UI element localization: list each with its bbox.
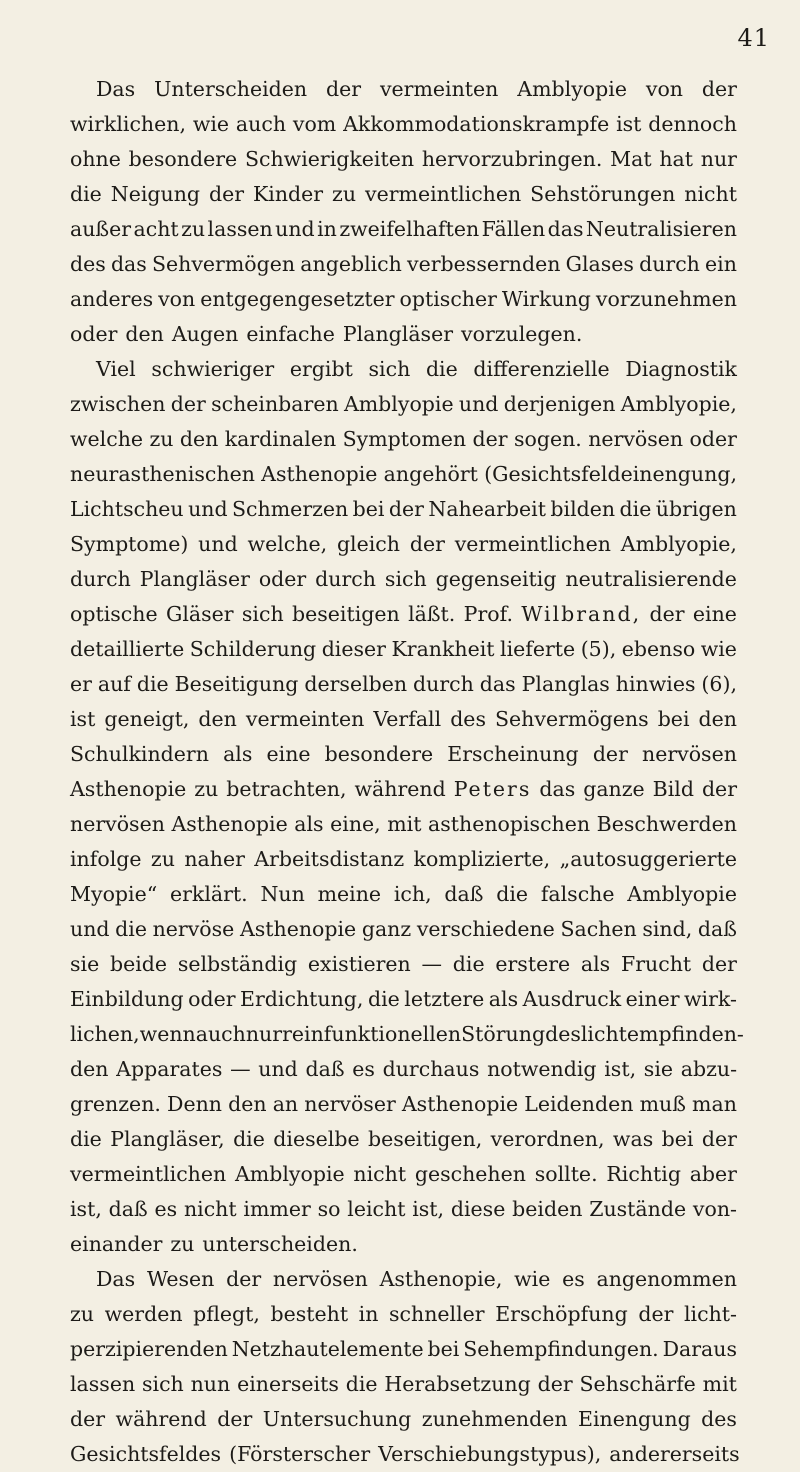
text-line: des das Sehvermögen angeblich verbessernden Glases durch ein	[70, 252, 737, 276]
text-line: Symptome) und welche, gleich der vermeintlichen Amblyopie,	[70, 532, 737, 556]
text-line: Myopie“ erklärt. Nun meine ich, daß die falsche Amblyopie	[70, 882, 737, 906]
text-line: Das Unterscheiden der vermeinten Amblyopie von der	[96, 77, 737, 101]
text-line: anderes von entgegengesetzter optischer Wirkung vorzunehmen	[70, 287, 737, 311]
text-line: nervösen Asthenopie als eine, mit asthenopischen Beschwerden	[70, 812, 737, 836]
text-line: vermeintlichen Amblyopie nicht geschehen sollte. Richtig aber	[70, 1162, 737, 1186]
text-line: sie beide selbständig existieren — die erstere als Frucht der	[70, 952, 737, 976]
text-line: Schulkindern als eine besondere Erscheinung der nervösen	[70, 742, 737, 766]
text-line: wirklichen, wie auch vom Akkommodationskrampfe ist dennoch	[70, 112, 737, 136]
text-line: zwischen der scheinbaren Amblyopie und derjenigen Amblyopie,	[70, 392, 737, 416]
text-line: die Plangläser, die dieselbe beseitigen, verordnen, was bei der	[70, 1127, 737, 1151]
text-line: Gesichtsfeldes (Försterscher Verschiebungstypus), andererseits	[70, 1442, 740, 1466]
text-line: ist geneigt, den vermeinten Verfall des Sehvermögens bei den	[70, 707, 737, 731]
text-line: Einbildung oder Erdichtung, die letztere als Ausdruck einer wirk-	[70, 987, 737, 1011]
text-line: perzipierenden Netzhautelemente bei Sehempfindungen. Daraus	[70, 1337, 737, 1361]
text-line: neurasthenischen Asthenopie angehört (Gesichtsfeldeinengung,	[70, 462, 737, 486]
text-line: grenzen. Denn den an nervöser Asthenopie Leidenden muß man	[70, 1092, 737, 1116]
text-line: zu werden pflegt, besteht in schneller Erschöpfung der licht-	[70, 1302, 737, 1326]
text-line: Das Wesen der nervösen Asthenopie, wie es angenommen	[96, 1267, 737, 1291]
text-line: welche zu den kardinalen Symptomen der sogen. nervösen oder	[70, 427, 737, 451]
text-line: oder den Augen einfache Plangläser vorzulegen.	[70, 322, 583, 346]
paragraph	[70, 72, 737, 352]
text-line: außer acht zu lassen und in zweifelhaften Fällen das Neutralisieren	[70, 217, 737, 241]
text-line: Viel schwieriger ergibt sich die differenzielle Diagnostik	[96, 357, 737, 381]
text-line: und die nervöse Asthenopie ganz verschiedene Sachen sind, daß	[70, 917, 737, 941]
text-line: lichen, wenn auch nur rein funktionellen Störung des lichtempfinden-	[70, 1022, 744, 1046]
page-number: 41	[737, 24, 770, 52]
text-line: der während der Untersuchung zunehmenden Einengung des	[70, 1407, 737, 1431]
text-line: die Neigung der Kinder zu vermeintlichen Sehstörungen nicht	[70, 182, 737, 206]
text-line: Lichtscheu und Schmerzen bei der Nahearbeit bilden die übrigen	[70, 497, 737, 521]
text-line: einander zu unterscheiden.	[70, 1232, 358, 1256]
text-line: detaillierte Schilderung dieser Krankheit lieferte (5), ebenso wie	[70, 637, 737, 661]
text-line: infolge zu naher Arbeitsdistanz komplizierte, „autosuggerierte	[70, 847, 737, 871]
text-line: Asthenopie zu betrachten, während Peters das ganze Bild der	[70, 777, 737, 801]
text-line: den Apparates — und daß es durchaus notwendig ist, sie abzu-	[70, 1057, 737, 1081]
text-line: ist, daß es nicht immer so leicht ist, diese beiden Zustände von-	[70, 1197, 737, 1221]
text-line: er auf die Beseitigung derselben durch das Planglas hinwies (6),	[70, 672, 737, 696]
text-line: lassen sich nun einerseits die Herabsetzung der Sehschärfe mit	[70, 1372, 737, 1396]
paragraph	[70, 352, 744, 1262]
text-line: optische Gläser sich beseitigen läßt. Prof. Wilbrand, der eine	[70, 602, 737, 626]
body-text	[70, 72, 744, 1472]
text-line: durch Plangläser oder durch sich gegenseitig neutralisierende	[70, 567, 737, 591]
paragraph	[70, 1262, 740, 1472]
text-line: ohne besondere Schwierigkeiten hervorzubringen. Mat hat nur	[70, 147, 737, 171]
